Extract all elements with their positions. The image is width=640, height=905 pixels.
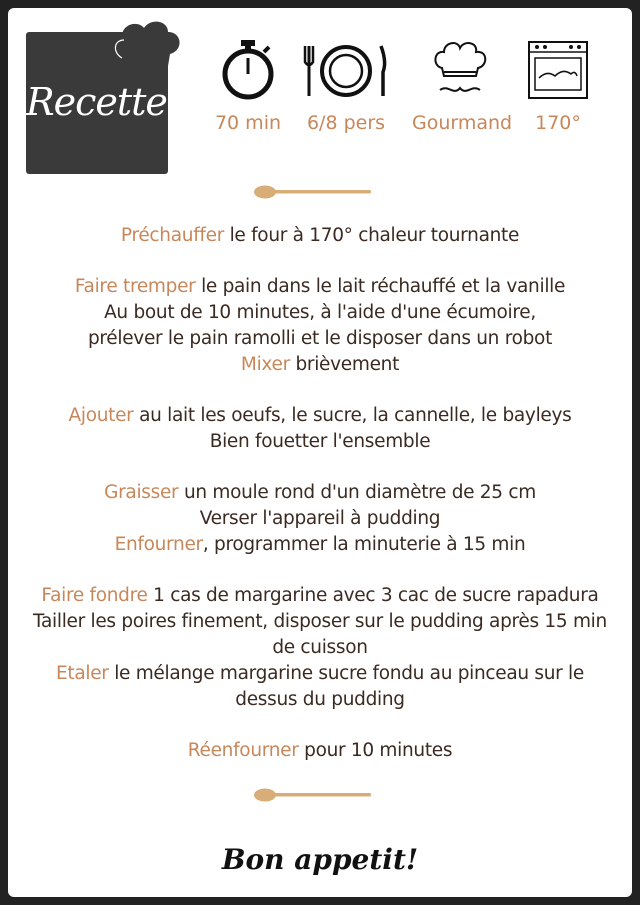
step-action-verb: Faire tremper — [74, 276, 196, 297]
step-action-verb: Etaler — [56, 663, 109, 684]
step-action-verb: Préchauffer — [120, 225, 225, 246]
step-line — [8, 661, 632, 687]
step-text: le pain dans le lait réchauffé et la vanille — [195, 276, 566, 297]
meta-servings — [300, 38, 392, 134]
wooden-spoon-top-icon — [253, 184, 373, 200]
chef-hat-badge-icon — [108, 18, 184, 80]
step-action-verb: Graisser — [104, 482, 179, 503]
step-line — [8, 480, 632, 506]
step-text: prélever le pain ramolli et le disposer dans un robot — [87, 328, 553, 349]
step-text: Bien fouetter l'ensemble — [209, 431, 431, 452]
step-action-verb: Réenfourner — [187, 740, 299, 761]
step-line — [8, 506, 632, 532]
step-text: Au bout de 10 minutes, à l'aide d'une écumoire, — [104, 302, 536, 323]
step-line — [8, 635, 632, 661]
recipe-step — [8, 403, 632, 455]
step-line — [8, 352, 632, 378]
meta-category — [412, 38, 513, 134]
step-text: le mélange margarine sucre fondu au pinceau sur le — [108, 663, 584, 684]
step-action-verb: Ajouter — [68, 405, 134, 426]
step-line — [8, 300, 632, 326]
step-text: 1 cas de margarine avec 3 cac de sucre rapadura — [147, 585, 599, 606]
step-line — [8, 429, 632, 455]
step-action-verb: Enfourner — [114, 534, 203, 555]
meta-time — [208, 38, 288, 134]
step-line — [8, 687, 632, 713]
step-action-verb: Mixer — [240, 354, 290, 375]
closing-greeting: Bon appetit! — [221, 843, 419, 876]
recipe-step — [8, 480, 632, 558]
step-text: Tailler les poires finement, disposer sur le pudding après 15 min — [33, 611, 607, 632]
step-line — [8, 609, 632, 635]
meta-servings-label: 6/8 pers — [306, 112, 386, 134]
stopwatch-icon — [217, 38, 279, 100]
step-text: le four à 170° chaleur tournante — [224, 225, 520, 246]
meta-time-label: 70 min — [214, 112, 282, 134]
step-text: Verser l'appareil à pudding — [199, 508, 441, 529]
chef-hat-icon — [430, 38, 490, 100]
recipe-steps — [8, 223, 632, 789]
oven-icon — [525, 38, 591, 100]
step-text: , programmer la minuterie à 15 min — [202, 534, 526, 555]
step-line — [8, 223, 632, 249]
step-line — [8, 583, 632, 609]
recette-title: Recette — [26, 80, 167, 124]
step-line — [8, 532, 632, 558]
step-text: pour 10 minutes — [298, 740, 453, 761]
step-text: un moule rond d'un diamètre de 25 cm — [178, 482, 536, 503]
step-line — [8, 326, 632, 352]
step-text: brièvement — [289, 354, 400, 375]
recipe-step — [8, 738, 632, 764]
step-line — [8, 274, 632, 300]
meta-temperature — [520, 38, 596, 134]
step-line — [8, 403, 632, 429]
recipe-card — [8, 8, 632, 897]
step-action-verb: Faire fondre — [41, 585, 148, 606]
step-text: au lait les oeufs, le sucre, la cannelle, le bayleys — [133, 405, 572, 426]
meta-temperature-label: 170° — [535, 112, 581, 134]
plate-cutlery-icon — [303, 38, 389, 100]
step-line — [8, 738, 632, 764]
recipe-step — [8, 583, 632, 713]
step-text: dessus du pudding — [235, 689, 405, 710]
wooden-spoon-bottom-icon — [253, 787, 373, 803]
recipe-step — [8, 223, 632, 249]
step-text: de cuisson — [272, 637, 368, 658]
meta-category-label: Gourmand — [412, 112, 513, 134]
recipe-step — [8, 274, 632, 378]
